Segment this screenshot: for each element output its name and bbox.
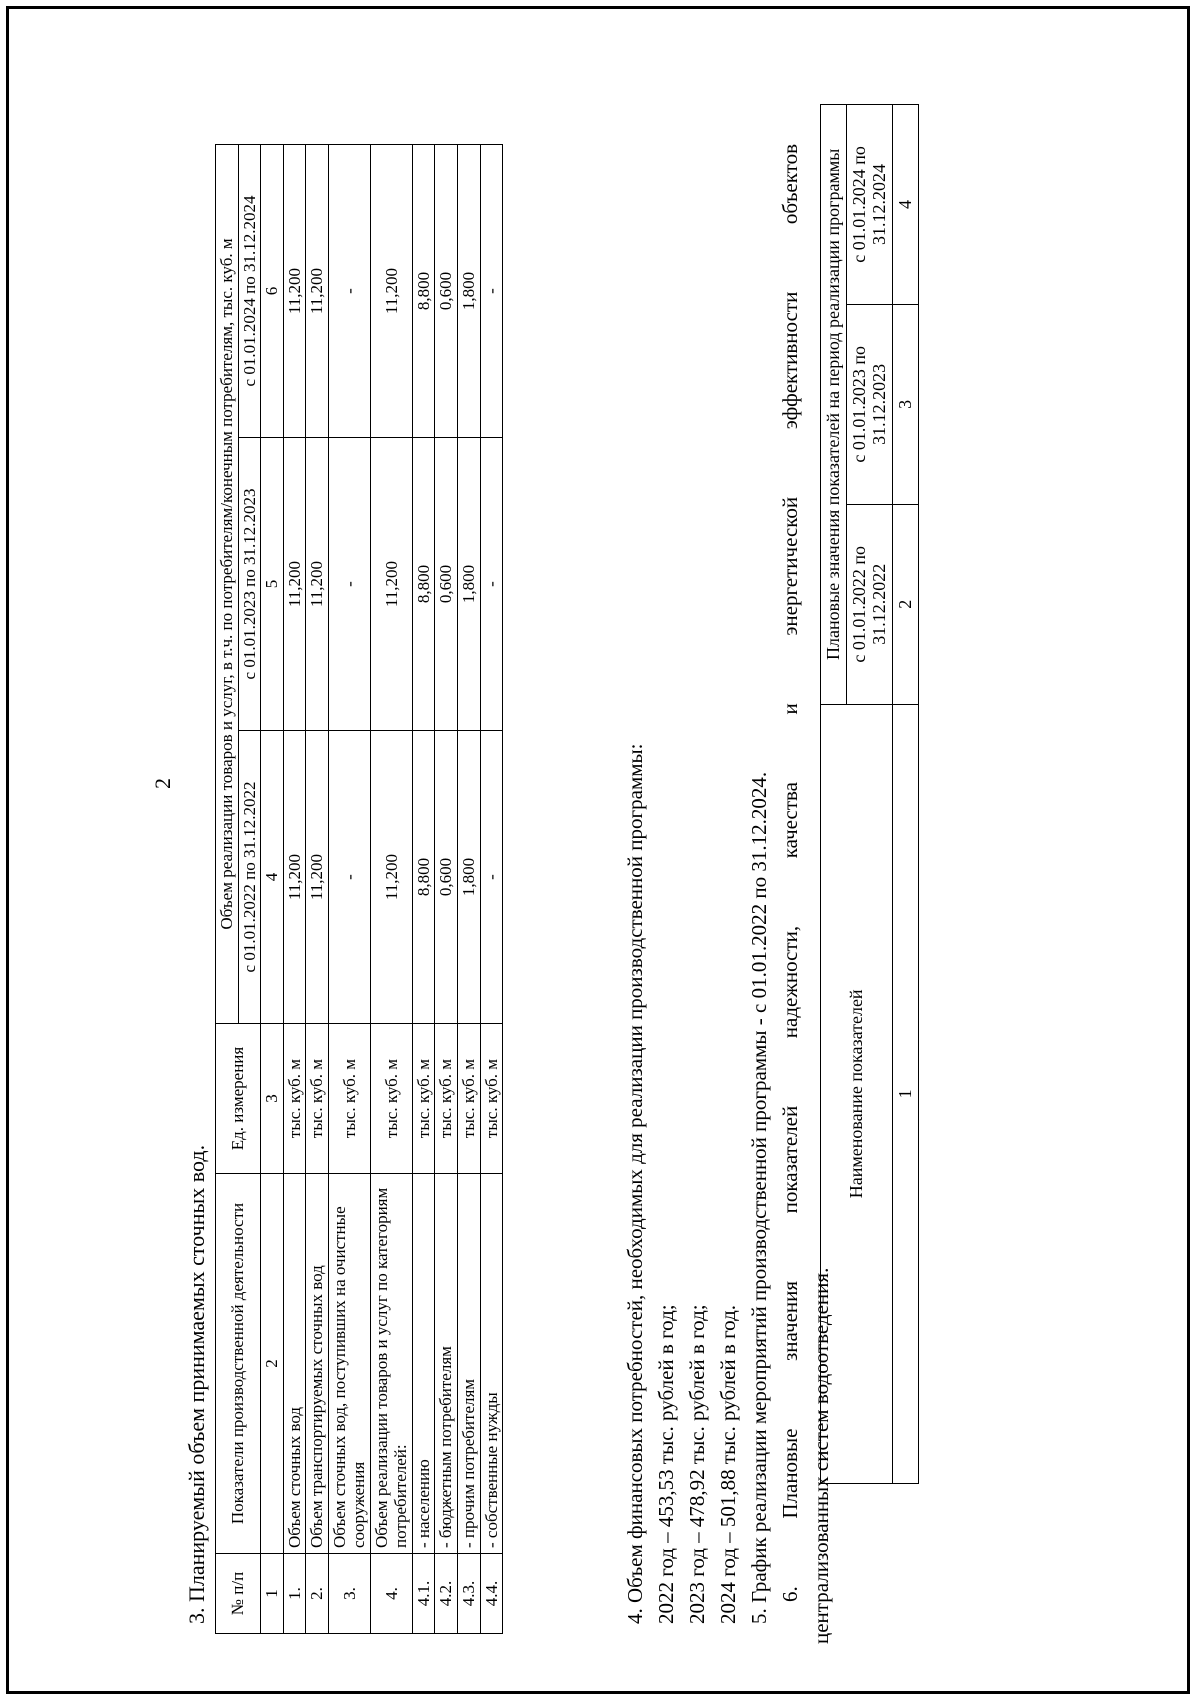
row-unit: тыс. куб. м — [435, 1024, 458, 1174]
row-value-2023: - — [480, 438, 503, 731]
col-number: 2 — [893, 504, 919, 704]
row-num: 4.4. — [480, 1554, 503, 1634]
header-num: № п/п — [216, 1554, 261, 1634]
table-row — [480, 145, 503, 1634]
row-num: 3. — [328, 1554, 370, 1634]
table-row — [328, 145, 370, 1634]
col-number: 4 — [261, 731, 284, 1024]
header-indicator: Показатели производственной деятельности — [216, 1174, 261, 1554]
row-name: - собственные нужды — [480, 1174, 503, 1554]
header-period-2022: с 01.01.2022 по 31.12.2022 — [846, 504, 892, 704]
header-volume: Объем реализации товаров и услуг, в т.ч. по потребителям/конечным потребителям, тыс. куб. м — [216, 145, 239, 1024]
row-name: Объем сточных вод, поступивших на очистные сооружения — [328, 1174, 370, 1554]
col-number: 1 — [893, 704, 919, 1483]
row-name: Объем транспортируемых сточных вод — [306, 1174, 329, 1554]
finance-line-2023: 2023 год – 478,92 тыс. рублей в год; — [685, 1304, 709, 1624]
header-plan-values: Плановые значения показателей на период реализации программы — [821, 105, 847, 705]
row-value-2022: 11,200 — [306, 731, 329, 1024]
row-num: 2. — [306, 1554, 329, 1634]
row-num: 4.3. — [458, 1554, 481, 1634]
header-period-2024: с 01.01.2024 по 31.12.2024 — [846, 105, 892, 305]
row-value-2023: 1,800 — [458, 438, 481, 731]
col-number: 6 — [261, 145, 284, 438]
col-number: 3 — [893, 304, 919, 504]
row-num: 1. — [283, 1554, 306, 1634]
row-unit: тыс. куб. м — [412, 1024, 435, 1174]
row-value-2023: - — [328, 438, 370, 731]
row-value-2023: 11,200 — [283, 438, 306, 731]
row-num: 4.1. — [412, 1554, 435, 1634]
row-num: 4.2. — [435, 1554, 458, 1634]
header-period-2023: с 01.01.2023 по 31.12.2023 — [846, 304, 892, 504]
table-row — [435, 145, 458, 1634]
section4-title: 4. Объем финансовых потребностей, необходимых для реализации производственной программы: — [623, 743, 647, 1624]
row-value-2022: 8,800 — [412, 731, 435, 1024]
row-value-2022: 0,600 — [435, 731, 458, 1024]
row-name: - прочим потребителям — [458, 1174, 481, 1554]
row-value-2022: - — [480, 731, 503, 1024]
header-unit: Ед. измерения — [216, 1024, 261, 1174]
row-name: Объем реализации товаров и услуг по категориям потребителей: — [370, 1174, 412, 1554]
row-value-2024: 11,200 — [370, 145, 412, 438]
row-value-2023: 8,800 — [412, 438, 435, 731]
row-value-2024: 8,800 — [412, 145, 435, 438]
row-value-2024: - — [328, 145, 370, 438]
row-value-2022: 1,800 — [458, 731, 481, 1024]
section6-line2: централизованных систем водоотведения. — [809, 1267, 833, 1644]
row-value-2024: 0,600 — [435, 145, 458, 438]
row-unit: тыс. куб. м — [306, 1024, 329, 1174]
col-number: 2 — [261, 1174, 284, 1554]
row-name: - населению — [412, 1174, 435, 1554]
table-row — [306, 145, 329, 1634]
finance-line-2024: 2024 год – 501,88 тыс. рублей в год. — [716, 1304, 740, 1624]
table-row — [412, 145, 435, 1634]
table-row — [283, 145, 306, 1634]
row-name: - бюджетным потребителям — [435, 1174, 458, 1554]
row-unit: тыс. куб. м — [328, 1024, 370, 1174]
document-sheet — [130, 24, 1130, 1664]
wastewater-volume-table — [215, 144, 503, 1634]
section5-text: 5. График реализации мероприятий производственной программы - с 01.01.2022 по 31.12.2024. — [747, 771, 771, 1624]
section3-title: 3. Планируемый объем принимаемых сточных вод. — [184, 1144, 209, 1624]
row-value-2022: - — [328, 731, 370, 1024]
row-value-2022: 11,200 — [283, 731, 306, 1024]
header-indicator-name: Наименование показателей — [821, 704, 893, 1483]
row-value-2022: 11,200 — [370, 731, 412, 1024]
column-number-row — [893, 105, 919, 1484]
row-unit: тыс. куб. м — [283, 1024, 306, 1174]
row-value-2023: 0,600 — [435, 438, 458, 731]
row-value-2023: 11,200 — [306, 438, 329, 731]
table-row — [370, 145, 412, 1634]
table-row — [458, 145, 481, 1634]
row-value-2024: 11,200 — [306, 145, 329, 438]
section6-line1: 6. Плановые значения показателей надежности, качества и энергетической эффективности объектов — [778, 144, 802, 1602]
page-number: 2 — [150, 778, 175, 789]
col-number: 5 — [261, 438, 284, 731]
row-value-2024: 11,200 — [283, 145, 306, 438]
col-number: 1 — [261, 1554, 284, 1634]
row-value-2023: 11,200 — [370, 438, 412, 731]
col-number: 3 — [261, 1024, 284, 1174]
finance-line-2022: 2022 год – 453,53 тыс. рублей в год; — [654, 1304, 678, 1624]
row-unit: тыс. куб. м — [370, 1024, 412, 1174]
header-period-2024: с 01.01.2024 по 31.12.2024 — [238, 145, 261, 438]
row-unit: тыс. куб. м — [458, 1024, 481, 1174]
row-num: 4. — [370, 1554, 412, 1634]
col-number: 4 — [893, 105, 919, 305]
reliability-indicators-table — [820, 104, 919, 1484]
header-period-2023: с 01.01.2023 по 31.12.2023 — [238, 438, 261, 731]
column-number-row — [261, 145, 284, 1634]
row-value-2024: 1,800 — [458, 145, 481, 438]
header-period-2022: с 01.01.2022 по 31.12.2022 — [238, 731, 261, 1024]
row-value-2024: - — [480, 145, 503, 438]
row-unit: тыс. куб. м — [480, 1024, 503, 1174]
row-name: Объем сточных вод — [283, 1174, 306, 1554]
